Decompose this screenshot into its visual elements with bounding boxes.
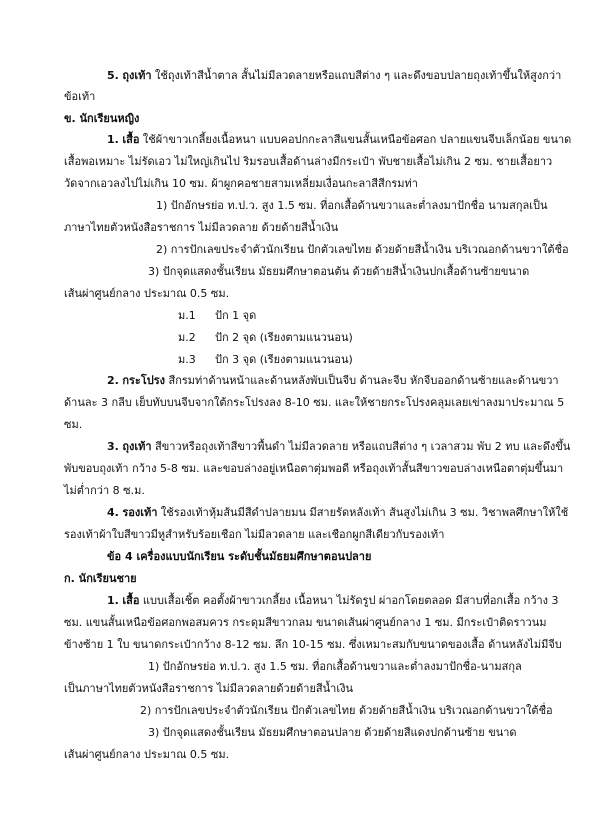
grade-desc: ปัก 3 จุด (เรียงตามแนวนอน) [215,353,353,366]
grade-label: ม.1 [178,309,196,322]
text-line: เสื้อพอเหมาะ ไม่รัดเอว ไม่ใหญ่เกินไป ริมรอบเสื้อด้านล่างมีกระเป๋า พับชายเสื้อไม่เกิน 2 ซม. ชายเสื้อยาว [64,155,553,168]
item-heading: กระโปรง [122,374,165,387]
grade-desc: ปัก 2 จุด (เรียงตามแนวนอน) [215,331,353,344]
section-heading-male: ก. นักเรียนชาย [64,572,137,585]
text-line: ด้านละ 3 กลีบ เย็บทับบนจีบจากใต้กระโปรงลง 8-10 ซม. และให้ชายกระโปรงคลุมเลยเข่าลงมาประมาณ 5 [64,396,565,409]
text-line: ซม. [64,418,83,431]
grade-label: ม.2 [178,331,196,344]
item-heading: เสื้อ [122,594,140,607]
text-line: ภาษาไทยตัวหนังสือราชการ ไม่มีลวดลาย ด้วยด้ายสีน้ำเงิน [64,221,339,234]
grade-desc: ปัก 1 จุด [215,309,257,322]
item-heading: เสื้อ [122,133,140,146]
grade-row [178,309,196,323]
para-shirt-male [107,594,559,608]
section-heading-female: ข. นักเรียนหญิง [64,112,140,125]
text-line: ข้อเท้า [64,90,96,103]
text-line: ข้างซ้าย 1 ใบ ขนาดกระเป๋ากว้าง 8-12 ซม. ลึก 10-15 ซม. ซึ่งเหมาะสมกับขนาดของเสื้อ ด้านหลังไม่มีจีบ [64,638,562,651]
text-line: พับขอบถุงเท้า กว้าง 5-8 ซม. และขอบล่างอยู่เหนือตาตุ่มพอดี หรือถุงเท้าสั้นสีขาวขอบล่างเหนือตาตุ่มขึ้นมา [64,462,564,475]
item-text: แบบเสื้อเชิ้ต คอตั้งผ้าขาวเกลี้ยง เนื้อหนา ไม่รัดรูป ผ่าอกโดยตลอด มีสาบที่อกเสื้อ กว้าง 3 [139,594,559,607]
item-text: ใช้ผ้าขาวเกลี้ยงเนื้อหนา แบบคอปกกะลาสีแขนสั้นเหนือข้อศอก ปลายแขนจีบเล็กน้อย ขนาด [139,133,572,146]
text-line: เส้นผ่าศูนย์กลาง ประมาณ 0.5 ซม. [64,748,230,761]
text-line: ซม. แขนสั้นเหนือข้อศอกพอสมควร กระดุมสีขาวกลม ขนาดเส้นผ่าศูนย์กลาง 1 ซม. มีกระเป๋าติดราวนม [64,616,547,629]
text-line: วัดจากเอวลงไปไม่เกิน 10 ซม. ผ้าผูกคอชายสามเหลี่ยมเงื่อนกะลาสีสีกรมท่า [64,177,418,190]
text-line: 3) ปักจุดแสดงชั้นเรียน มัธยมศึกษาตอนปลาย ด้วยด้ายสีแดงปกด้านซ้าย ขนาด [148,726,517,739]
para-shirt-female [107,133,571,147]
item-number: 2. [107,374,119,387]
item-text: สีขาวหรือถุงเท้าสีขาวพื้นดำ ไม่มีลวดลาย หรือแถบสีต่าง ๆ เวลาสวม พับ 2 ทบ และดึงขึ้น [151,440,571,453]
para-socks-female [107,440,570,454]
item-text: ใช้รองเท้าหุ้มส้นมีสีดำปลายมน มีสายรัดหลังเท้า ส้นสูงไม่เกิน 3 ซม. วิชาพลศึกษาให้ใช้ [157,506,569,519]
para-socks-male [107,69,561,83]
text-line: เป็นภาษาไทยตัวหนังสือราชการ ไม่มีลวดลายด้วยด้ายสีน้ำเงิน [64,682,353,695]
text-line: เส้นผ่าศูนย์กลาง ประมาณ 0.5 ซม. [64,287,230,300]
para-shoes [107,506,568,520]
item-number: 1. [107,133,119,146]
item-number: 4. [107,506,119,519]
item-heading: รองเท้า [122,506,158,519]
item-number: 5. [107,69,119,82]
text-line: รองเท้าผ้าใบสีขาวมีหูสำหรับร้อยเชือก ไม่มีลวดลาย และเชือกผูกสีเดียวกับรองเท้า [64,528,445,541]
text-line: 2) การปักเลขประจำตัวนักเรียน ปักตัวเลขไทย ด้วยด้ายสีน้ำเงิน บริเวณอกด้านขวาใต้ชื่อ [140,704,553,717]
text-line: 1) ปักอักษรย่อ ท.ป.ว. สูง 1.5 ซม. ที่อกเสื้อด้านขวาและต่ำลงมาปักชื่อ-นามสกุล [148,660,522,673]
item-number: 3. [107,440,119,453]
clause-heading: ข้อ 4 เครื่องแบบนักเรียน ระดับชั้นมัธยมศึกษาตอนปลาย [107,550,372,563]
text-line: ไม่ต่ำกว่า 8 ซ.ม. [64,484,145,497]
item-heading: ถุงเท้า [122,440,152,453]
item-text: ใช้ถุงเท้าสีน้ำตาล สั้นไม่มีลวดลายหรือแถบสีต่าง ๆ และดึงขอบปลายถุงเท้าขึ้นให้สูงกว่า [151,69,562,82]
grade-label: ม.3 [178,353,196,366]
text-line: 3) ปักจุดแสดงชั้นเรียน มัธยมศึกษาตอนต้น ด้วยด้ายสีน้ำเงินปกเสื้อด้านซ้ายขนาด [148,265,530,278]
item-heading: ถุงเท้า [122,69,152,82]
item-text: สีกรมท่าด้านหน้าและด้านหลังพับเป็นจีบ ด้านละจีบ หักจีบออกด้านซ้ายและด้านขวา [165,374,559,387]
para-skirt [107,374,559,388]
text-line: 2) การปักเลขประจำตัวนักเรียน ปักตัวเลขไทย ด้วยด้ายสีน้ำเงิน บริเวณอกด้านขวาใต้ชื่อ [156,243,569,256]
text-line: 1) ปักอักษรย่อ ท.ป.ว. สูง 1.5 ซม. ที่อกเสื้อด้านขวาและต่ำลงมาปักชื่อ นามสกุลเป็น [156,199,548,212]
item-number: 1. [107,594,119,607]
